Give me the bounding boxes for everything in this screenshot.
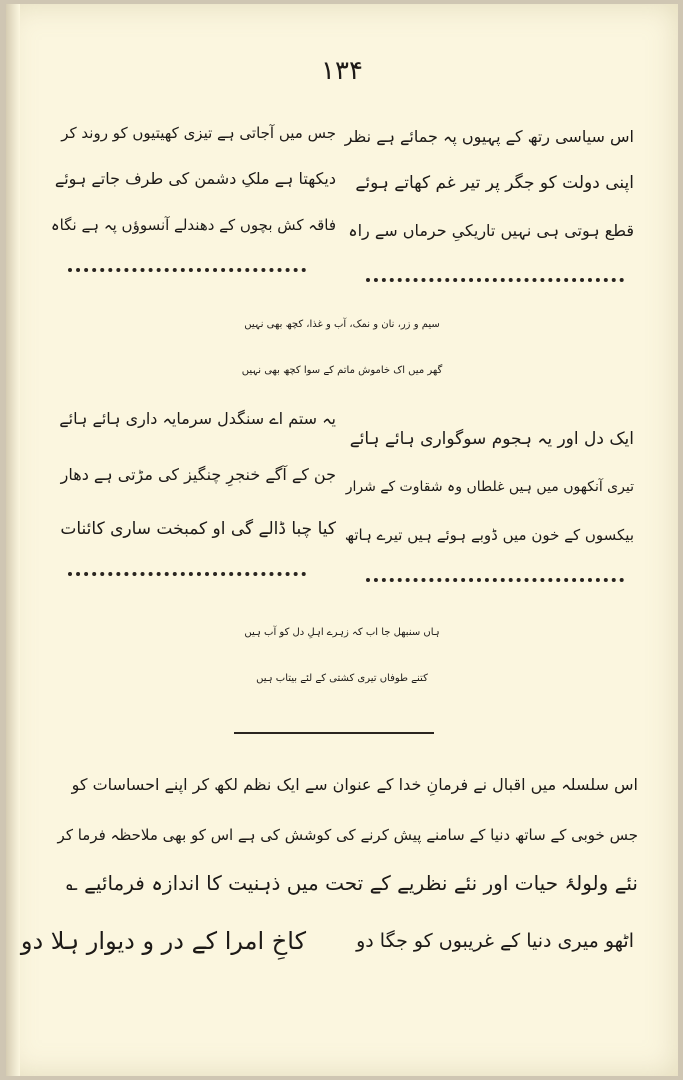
verse-line: کیا چبا ڈالے گی او کمبخت ساری کائنات: [60, 519, 336, 539]
prose-line: جس خوبی کے ساتھ دنیا کے سامنے پیش کرنے کی کوشش کی ہے اس کو بھی ملاحظہ فرما کر: [57, 826, 638, 844]
page-binding-shadow: [6, 4, 20, 1076]
verse-line: تیری آنکھوں میں ہیں غلطاں وہ شقاوت کے شرار: [345, 479, 634, 495]
verse-line: ایک دل اور یہ ہجوم سوگواری ہائے ہائے: [349, 429, 634, 449]
verse-line: فاقہ کش بچوں کے دھندلے آنسوؤں پہ ہے نگاہ: [50, 216, 336, 234]
page-number: ۱۳۴: [321, 56, 363, 86]
verse-line: اپنی دولت کو جگر پر تیر غم کھاتے ہوئے: [355, 173, 634, 193]
dotted-separator: [366, 578, 624, 582]
verse-line: جن کے آگے خنجرِ چنگیز کی مڑتی ہے دھار: [60, 465, 336, 484]
verse-line: کاخِ امرا کے در و دیوار ہلا دو: [20, 927, 306, 955]
verse-line: گھر میں اک خاموش ماتم کے سوا کچھ بھی نہیں: [241, 365, 443, 376]
dotted-separator: [68, 572, 306, 576]
verse-line: اس سیاسی رتھ کے پہیوں پہ جمائے ہے نظر: [344, 127, 634, 146]
book-page: [6, 4, 678, 1076]
verse-line: کتنے طوفاں تیری کشتی کے لئے بیتاب ہیں: [256, 673, 428, 684]
verse-line: یہ ستم اے سنگدل سرمایہ داری ہائے ہائے: [59, 409, 336, 428]
prose-line: نئے ولولۂ حیات اور نئے نظریے کے تحت میں ذہنیت کا اندازہ فرمائیے ؎: [66, 871, 638, 895]
verse-line: جس میں آجاتی ہے تیزی کھیتیوں کو روند کر: [61, 124, 336, 142]
prose-line: اس سلسلہ میں اقبال نے فرمانِ خدا کے عنوان سے ایک نظم لکھ کر اپنے احساسات کو: [71, 775, 638, 794]
verse-line: اٹھو میری دنیا کے غریبوں کو جگا دو: [356, 930, 634, 952]
verse-line: ہاں سنبھل جا اب کہ زہرے اہلِ دل کو آب ہیں: [244, 627, 440, 638]
horizontal-rule: [234, 732, 434, 734]
dotted-separator: [68, 268, 306, 272]
verse-line: سیم و زر، نان و نمک، آب و غذا، کچھ بھی نہیں: [244, 319, 440, 330]
verse-line: دیکھتا ہے ملکِ دشمن کی طرف جاتے ہوئے: [54, 169, 336, 188]
dotted-separator: [366, 278, 624, 282]
verse-line: قطع ہوتی ہی نہیں تاریکیِ حرماں سے راہ: [348, 221, 634, 240]
verse-line: بیکسوں کے خون میں ڈوبے ہوئے ہیں تیرے ہاتھ: [344, 526, 634, 544]
